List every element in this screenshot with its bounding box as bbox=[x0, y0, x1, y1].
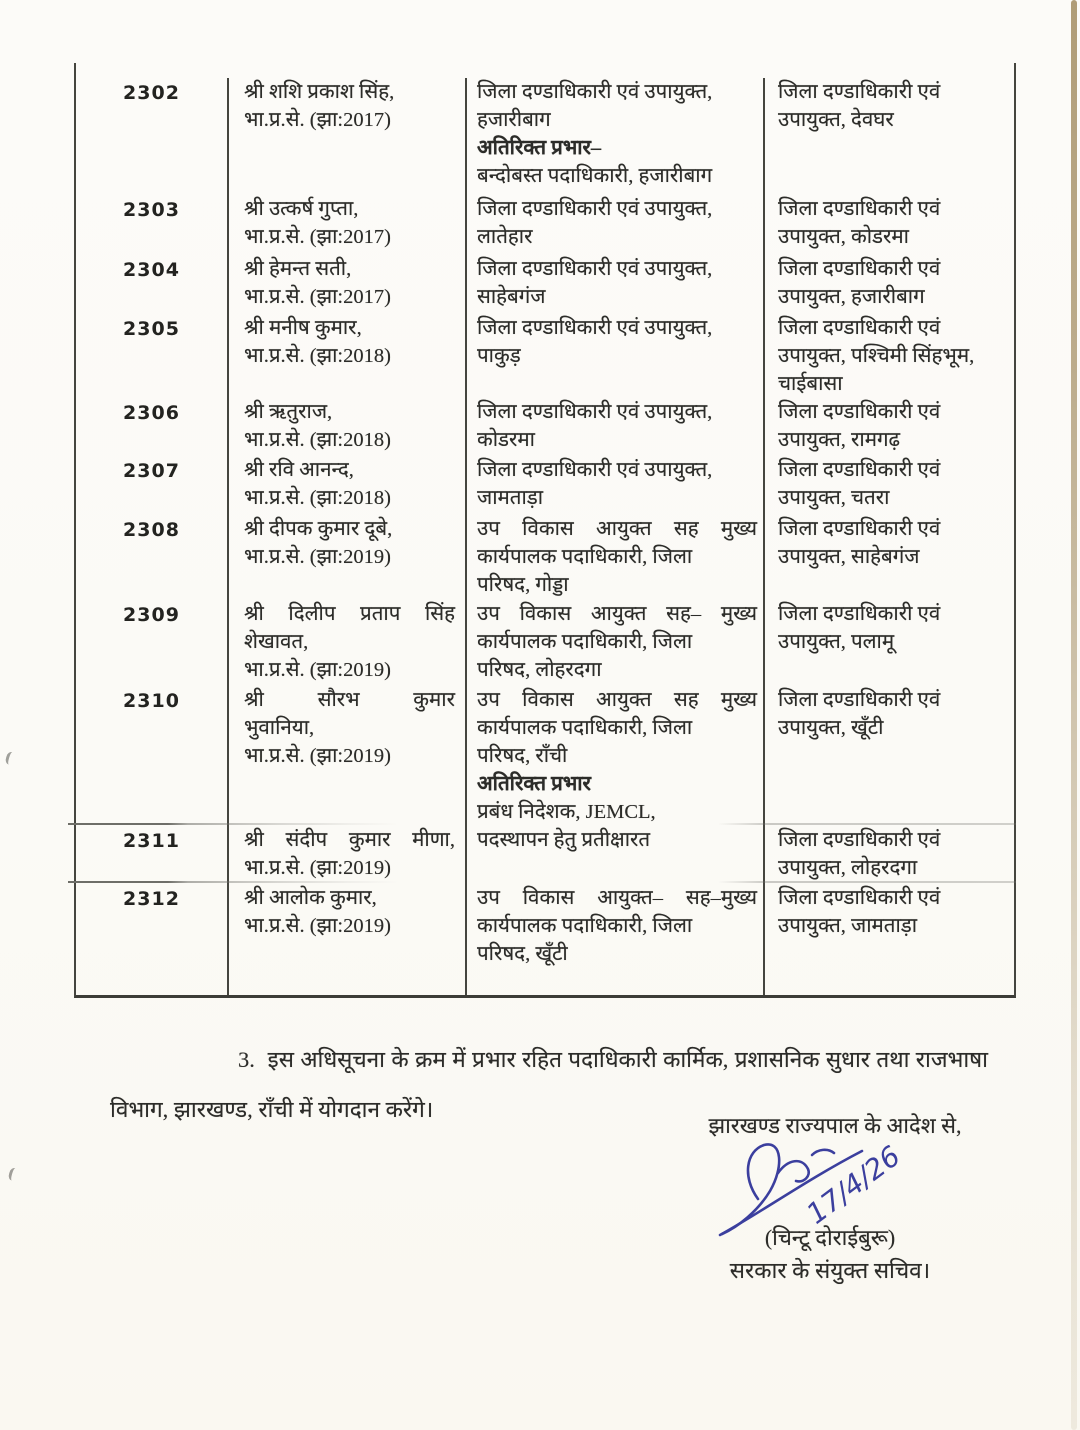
cell-line: श्री मनीष कुमार, bbox=[244, 317, 362, 339]
cell-line: भा.प्र.से. (झा:2018) bbox=[244, 345, 391, 367]
serial-number-cell: 2311 bbox=[123, 830, 180, 852]
cell-line: जिला दण्डाधिकारी एवं उपायुक्त, bbox=[477, 317, 713, 339]
present-posting-cell bbox=[465, 78, 763, 195]
table-row bbox=[76, 398, 1014, 456]
cell-line: उपायुक्त, कोडरमा bbox=[778, 226, 909, 248]
cell-line: जिला दण्डाधिकारी एवं उपायुक्त, bbox=[477, 81, 713, 103]
cell-line: उपायुक्त, खूँटी bbox=[778, 717, 884, 739]
cell-line: जिला दण्डाधिकारी एवं उपायुक्त, bbox=[477, 401, 713, 423]
cell-line: श्री दीपक कुमार दूबे, bbox=[244, 518, 393, 540]
cell-line: परिषद, राँची bbox=[477, 745, 568, 767]
cell-line: उप विकास आयुक्त सह मुख्य bbox=[477, 689, 757, 711]
officer-name-cell bbox=[227, 456, 465, 515]
cell-line: उपायुक्त, चतरा bbox=[778, 487, 890, 509]
cell-line: कार्यपालक पदाधिकारी, जिला bbox=[477, 546, 693, 568]
cell-line: जिला दण्डाधिकारी एवं bbox=[778, 81, 941, 103]
table-row bbox=[76, 515, 1014, 600]
signatory-designation: सरकार के संयुक्त सचिव। bbox=[729, 1258, 931, 1283]
present-posting-cell bbox=[465, 515, 763, 600]
cell-line: जिला दण्डाधिकारी एवं bbox=[778, 401, 941, 423]
cell-line: जिला दण्डाधिकारी एवं bbox=[778, 459, 941, 481]
cell-line: परिषद, लोहरदगा bbox=[477, 659, 602, 681]
cell-line: भा.प्र.से. (झा:2019) bbox=[244, 857, 391, 879]
cell-line: लातेहार bbox=[477, 226, 533, 248]
cell-line: जिला दण्डाधिकारी एवं bbox=[778, 689, 941, 711]
cell-line: भा.प्र.से. (झा:2017) bbox=[244, 286, 391, 308]
scan-artifact bbox=[7, 1167, 20, 1182]
cell-line: श्री ऋतुराज, bbox=[244, 401, 333, 423]
officers-transfer-table bbox=[74, 63, 1016, 998]
cell-line: पाकुड़ bbox=[477, 345, 521, 367]
cell-line: कोडरमा bbox=[477, 429, 535, 451]
table-row bbox=[76, 600, 1014, 686]
cell-line: भा.प्र.से. (झा:2019) bbox=[244, 546, 391, 568]
table-row bbox=[76, 78, 1014, 195]
present-posting-cell bbox=[465, 314, 763, 398]
new-posting-cell bbox=[763, 515, 1014, 600]
table-row bbox=[76, 456, 1014, 515]
new-posting-cell bbox=[763, 826, 1014, 884]
officer-name-cell bbox=[227, 826, 465, 884]
signatory-name: (चिन्टू दोराईबुरू) bbox=[764, 1225, 896, 1250]
signature-date-scribble: 17/4/26 bbox=[800, 1139, 907, 1231]
cell-line: श्री रवि आनन्द, bbox=[244, 459, 354, 481]
cell-line: भा.प्र.से. (झा:2018) bbox=[244, 487, 391, 509]
cell-line: उप विकास आयुक्त सह मुख्य bbox=[477, 518, 757, 540]
cell-line: जिला दण्डाधिकारी एवं bbox=[778, 829, 941, 851]
cell-line: श्री हेमन्त सती, bbox=[244, 258, 352, 280]
present-posting-cell bbox=[465, 826, 763, 884]
cell-line: जिला दण्डाधिकारी एवं उपायुक्त, bbox=[477, 459, 713, 481]
new-posting-cell bbox=[763, 398, 1014, 456]
present-posting-cell bbox=[465, 195, 763, 255]
cell-line: जिला दण्डाधिकारी एवं उपायुक्त, bbox=[477, 258, 713, 280]
cell-line: श्री दिलीप प्रताप सिंह bbox=[244, 603, 455, 625]
cell-line: उपायुक्त, पश्चिमी सिंहभूम, bbox=[778, 345, 975, 367]
cell-line: कार्यपालक पदाधिकारी, जिला bbox=[477, 717, 693, 739]
new-posting-cell bbox=[763, 255, 1014, 314]
cell-line: अतिरिक्त प्रभार– bbox=[477, 137, 602, 159]
cell-line: भा.प्र.से. (झा:2017) bbox=[244, 109, 391, 131]
cell-line: जिला दण्डाधिकारी एवं उपायुक्त, bbox=[477, 198, 713, 220]
cell-line: जिला दण्डाधिकारी एवं bbox=[778, 887, 941, 909]
cell-line: परिषद, खूँटी bbox=[477, 943, 568, 965]
officer-name-cell bbox=[227, 515, 465, 600]
cell-line: अतिरिक्त प्रभार bbox=[477, 773, 591, 795]
table-row bbox=[76, 884, 1014, 995]
present-posting-cell bbox=[465, 686, 763, 826]
cell-line: भा.प्र.से. (झा:2017) bbox=[244, 226, 391, 248]
new-posting-cell bbox=[763, 314, 1014, 398]
table-row bbox=[76, 686, 1014, 826]
table-row bbox=[76, 314, 1014, 398]
cell-line: श्री उत्कर्ष गुप्ता, bbox=[244, 198, 359, 220]
cell-line: भा.प्र.से. (झा:2019) bbox=[244, 915, 391, 937]
cell-line: श्री संदीप कुमार मीणा, bbox=[244, 829, 455, 851]
scan-artifact bbox=[4, 751, 17, 766]
serial-number-cell: 2310 bbox=[123, 690, 180, 712]
cell-line: शेखावत, bbox=[244, 631, 309, 653]
cell-line: जिला दण्डाधिकारी एवं bbox=[778, 258, 941, 280]
cell-line: उपायुक्त, लोहरदगा bbox=[778, 857, 918, 879]
cell-line: भुवानिया, bbox=[244, 717, 315, 739]
serial-number-cell: 2312 bbox=[123, 888, 180, 910]
serial-number-cell: 2305 bbox=[123, 318, 180, 340]
cell-line: पदस्थापन हेतु प्रतीक्षारत bbox=[477, 829, 651, 851]
cell-line: उप विकास आयुक्त सह– मुख्य bbox=[477, 603, 757, 625]
cell-line: प्रबंध निदेशक, JEMCL, bbox=[477, 801, 656, 823]
cell-line: उपायुक्त, पलामू bbox=[778, 631, 895, 653]
serial-number-cell: 2302 bbox=[123, 82, 180, 104]
cell-line: जिला दण्डाधिकारी एवं bbox=[778, 518, 941, 540]
cell-line: साहेबगंज bbox=[477, 286, 546, 308]
cell-line: उपायुक्त, हजारीबाग bbox=[778, 286, 925, 308]
serial-number-cell: 2308 bbox=[123, 519, 180, 541]
cell-line: उपायुक्त, साहेबगंज bbox=[778, 546, 920, 568]
cell-line: कार्यपालक पदाधिकारी, जिला bbox=[477, 631, 693, 653]
cell-line: श्री आलोक कुमार, bbox=[244, 887, 377, 909]
present-posting-cell bbox=[465, 456, 763, 515]
cell-line: जामताड़ा bbox=[477, 487, 544, 509]
officer-name-cell bbox=[227, 255, 465, 314]
cell-line: चाईबासा bbox=[778, 373, 843, 395]
present-posting-cell bbox=[465, 255, 763, 314]
new-posting-cell bbox=[763, 686, 1014, 826]
cell-line: भा.प्र.से. (झा:2019) bbox=[244, 659, 391, 681]
serial-number-cell: 2309 bbox=[123, 604, 180, 626]
serial-number-cell: 2307 bbox=[123, 460, 180, 482]
new-posting-cell bbox=[763, 884, 1014, 995]
present-posting-cell bbox=[465, 884, 763, 995]
new-posting-cell bbox=[763, 78, 1014, 195]
serial-number-cell: 2303 bbox=[123, 199, 180, 221]
cell-line: कार्यपालक पदाधिकारी, जिला bbox=[477, 915, 693, 937]
scan-edge-artifact bbox=[1071, 0, 1077, 1430]
cell-line: भा.प्र.से. (झा:2018) bbox=[244, 429, 391, 451]
present-posting-cell bbox=[465, 398, 763, 456]
by-order-line: झारखण्ड राज्यपाल के आदेश से, bbox=[708, 1113, 962, 1138]
serial-number-cell: 2306 bbox=[123, 402, 180, 424]
table-row bbox=[76, 826, 1014, 884]
officer-name-cell bbox=[227, 195, 465, 255]
new-posting-cell bbox=[763, 195, 1014, 255]
cell-line: श्री सौरभ कुमार bbox=[244, 689, 455, 711]
officer-name-cell bbox=[227, 78, 465, 195]
new-posting-cell bbox=[763, 600, 1014, 686]
cell-line: जिला दण्डाधिकारी एवं bbox=[778, 603, 941, 625]
officer-name-cell bbox=[227, 600, 465, 686]
cell-line: उपायुक्त, रामगढ़ bbox=[778, 429, 901, 451]
cell-line: उपायुक्त, जामताड़ा bbox=[778, 915, 918, 937]
cell-line: भा.प्र.से. (झा:2019) bbox=[244, 745, 391, 767]
cell-line: श्री शशि प्रकाश सिंह, bbox=[244, 81, 395, 103]
cell-line: उप विकास आयुक्त– सह–मुख्य bbox=[477, 887, 757, 909]
present-posting-cell bbox=[465, 600, 763, 686]
cell-line: जिला दण्डाधिकारी एवं bbox=[778, 198, 941, 220]
officer-name-cell bbox=[227, 884, 465, 995]
table-row bbox=[76, 255, 1014, 314]
officer-name-cell bbox=[227, 314, 465, 398]
cell-line: उपायुक्त, देवघर bbox=[778, 109, 894, 131]
cell-line: हजारीबाग bbox=[477, 109, 551, 131]
cell-line: जिला दण्डाधिकारी एवं bbox=[778, 317, 941, 339]
cell-line: परिषद, गोड्डा bbox=[477, 574, 569, 596]
table-row bbox=[76, 195, 1014, 255]
paragraph-3: 3. इस अधिसूचना के क्रम में प्रभार रहित पदाधिकारी कार्मिक, प्रशासनिक सुधार तथा राजभाषा विभाग, झारखण्ड, राँची में योगदान करेंगे। bbox=[110, 1046, 994, 1122]
serial-number-cell: 2304 bbox=[123, 259, 180, 281]
officer-name-cell bbox=[227, 686, 465, 826]
new-posting-cell bbox=[763, 456, 1014, 515]
officer-name-cell bbox=[227, 398, 465, 456]
cell-line: बन्दोबस्त पदाधिकारी, हजारीबाग bbox=[477, 165, 713, 187]
